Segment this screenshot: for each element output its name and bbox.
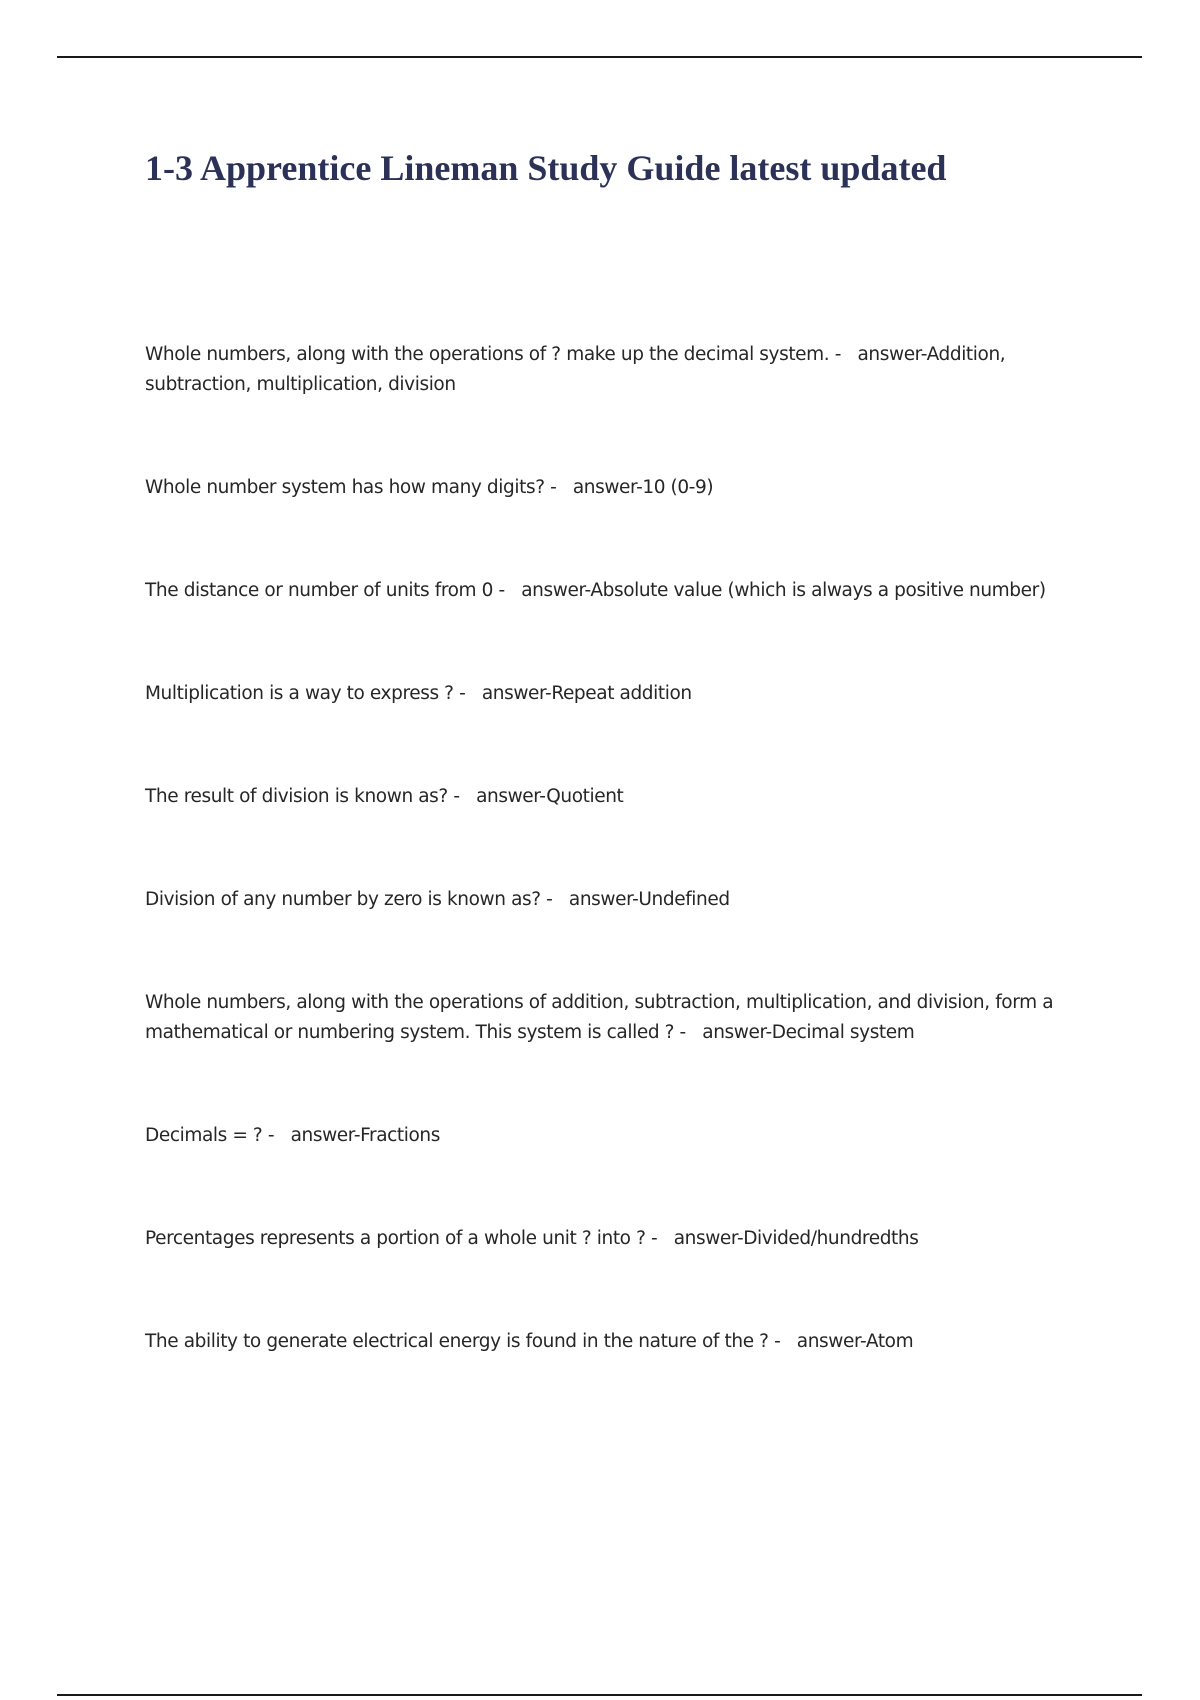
qa-item — [145, 679, 1095, 709]
qa-list — [145, 340, 1095, 1430]
qa-item — [145, 1224, 1095, 1254]
question-text: Whole number system has how many digits? - — [145, 477, 557, 498]
question-text: The ability to generate electrical energy is found in the nature of the ? - — [145, 1331, 781, 1352]
question-text: The result of division is known as? - — [145, 786, 460, 807]
question-text: Multiplication is a way to express ? - — [145, 683, 466, 704]
question-text: Percentages represents a portion of a whole unit ? into ? - — [145, 1228, 658, 1249]
qa-item — [145, 473, 1095, 503]
answer-text: answer-Divided/hundredths — [673, 1228, 919, 1249]
answer-text: answer-Fractions — [290, 1125, 440, 1146]
header-rule — [57, 56, 1142, 58]
answer-text: answer-Atom — [796, 1331, 914, 1352]
answer-text: answer-10 (0-9) — [572, 477, 714, 498]
qa-item — [145, 576, 1095, 606]
question-text: Division of any number by zero is known as? - — [145, 889, 553, 910]
answer-text: answer-Quotient — [476, 786, 624, 807]
qa-item — [145, 988, 1095, 1048]
qa-item — [145, 885, 1095, 915]
qa-item — [145, 782, 1095, 812]
footer-rule — [57, 1694, 1142, 1696]
qa-item — [145, 1121, 1095, 1151]
qa-item — [145, 340, 1095, 400]
answer-text: answer-Addition, subtraction, multiplication, division — [145, 344, 1006, 395]
answer-text: answer-Decimal system — [702, 1022, 915, 1043]
answer-text: answer-Absolute value (which is always a positive number) — [521, 580, 1046, 601]
question-text: Whole numbers, along with the operations of addition, subtraction, multiplication, and division, form a mathematical or numbering system. This system is called ? - — [145, 992, 1054, 1043]
answer-text: answer-Undefined — [568, 889, 730, 910]
qa-item — [145, 1327, 1095, 1357]
question-text: The distance or number of units from 0 - — [145, 580, 505, 601]
question-text: Decimals = ? - — [145, 1125, 275, 1146]
document-title: 1-3 Apprentice Lineman Study Guide latest updated — [145, 148, 947, 188]
question-text: Whole numbers, along with the operations of ? make up the decimal system. - — [145, 344, 842, 365]
answer-text: answer-Repeat addition — [481, 683, 692, 704]
